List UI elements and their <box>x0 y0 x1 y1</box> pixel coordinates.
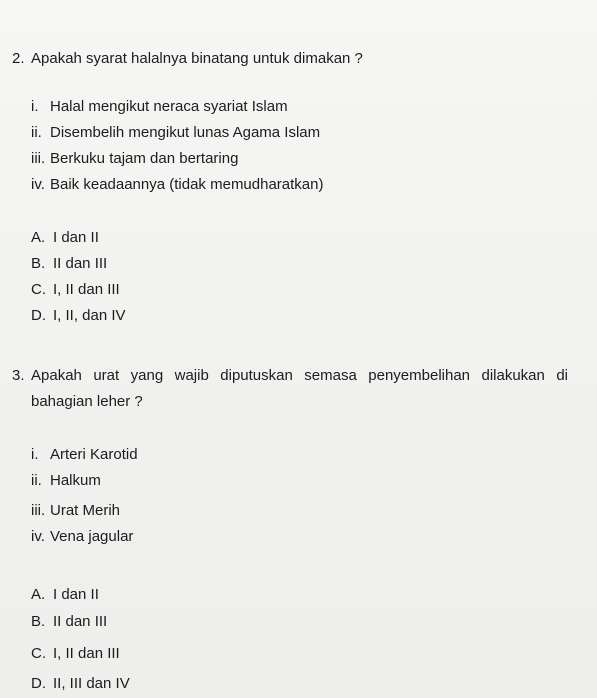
q3-statement-2-label: ii. <box>31 472 42 489</box>
q2-option-d-label: D. <box>31 307 46 324</box>
q2-option-c-text: I, II dan III <box>53 281 120 298</box>
q3-option-b-label: B. <box>31 613 46 630</box>
q2-statement-2-text: Disembelih mengikut lunas Agama Islam <box>50 124 321 141</box>
q3-statement-1-text: Arteri Karotid <box>50 446 138 463</box>
q3-option-c-label: C. <box>31 645 46 662</box>
q2-statement-4-label: iv. <box>31 176 45 193</box>
question-2-number: 2. <box>12 50 25 67</box>
q2-statement-3-label: iii. <box>31 150 46 167</box>
q3-option-a-label: A. <box>31 586 46 603</box>
question-2-text: Apakah syarat halalnya binatang untuk dimakan ? <box>31 50 363 67</box>
q2-statement-4-text: Baik keadaannya (tidak memudharatkan) <box>50 176 324 193</box>
question-3-text-line-1: Apakah urat yang wajib diputuskan semasa penyembelihan dilakukan di <box>31 367 568 384</box>
question-3-number: 3. <box>12 367 25 384</box>
q2-statement-1-label: i. <box>31 98 39 115</box>
q2-option-b-text: II dan III <box>53 255 108 272</box>
q2-option-a-text: I dan II <box>53 229 99 246</box>
q2-statement-2-label: ii. <box>31 124 42 141</box>
q3-statement-4-label: iv. <box>31 528 45 545</box>
q3-option-c-text: I, II dan III <box>53 645 120 662</box>
q2-option-d-text: I, II, dan IV <box>53 307 126 324</box>
q3-option-a-text: I dan II <box>53 586 99 603</box>
q3-statement-2-text: Halkum <box>50 472 101 489</box>
q3-statement-3-text: Urat Merih <box>50 502 121 519</box>
q2-statement-1-text: Halal mengikut neraca syariat Islam <box>50 98 288 115</box>
q3-option-b-text: II dan III <box>53 613 108 630</box>
q3-statement-1-label: i. <box>31 446 39 463</box>
q2-statement-3-text: Berkuku tajam dan bertaring <box>50 150 239 167</box>
q3-option-d-label: D. <box>31 675 46 692</box>
q3-option-d-text: II, III dan IV <box>53 675 130 692</box>
q2-option-b-label: B. <box>31 255 46 272</box>
q2-option-a-label: A. <box>31 229 46 246</box>
question-3-text-line-2: bahagian leher ? <box>31 393 143 410</box>
q2-option-c-label: C. <box>31 281 46 298</box>
q3-statement-4-text: Vena jagular <box>50 528 134 545</box>
q3-statement-3-label: iii. <box>31 502 46 519</box>
